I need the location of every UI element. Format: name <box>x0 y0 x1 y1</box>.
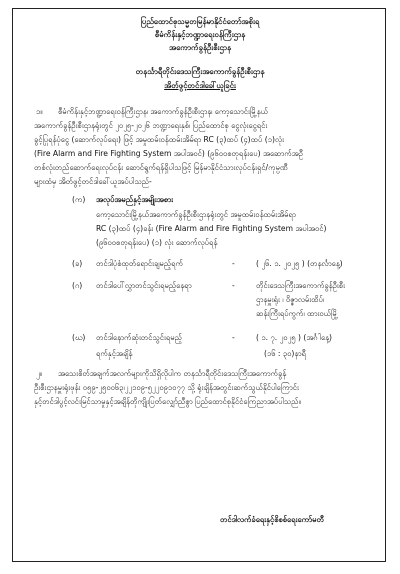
para1-line: (Fire Alarm and Fire Fighting System အပါအဝင်) (၉၆၀၀စတုရန်းပေ) အဆောက်အဦ <box>34 149 303 158</box>
item-ga-text: တင်ဒါပေါ်လွှာတင်သွင်းရမည့်နေရာ <box>96 281 192 290</box>
item-ga-dash: - <box>232 281 235 290</box>
para1-number: ၁။ <box>36 107 43 116</box>
para1-line: များထံမှ အိတ်ဖွင့်တင်ဒါခေါ်ယူအပ်ပါသည်- <box>34 177 152 186</box>
item-ka-line: (၉၆၀၀စတုရန်းပေ) (၁) လုံး ဆောက်လုပ်ရန် <box>96 238 218 247</box>
para2-number: ၂။ <box>36 369 43 378</box>
item-gha-value2: (၁၆ : ၃၀)နာရီ <box>264 349 306 358</box>
item-kha-dash: - <box>232 259 235 268</box>
signature-committee: တင်ဒါလက်ခံရေးနှင့်စိစစ်ရေးကော်မတီ <box>220 515 324 524</box>
para1-line: စီမံကိန်းနှင့်ဘဏ္ဍာရေးဝန်ကြီးဌာန၊ အကောက်ခွန်ဦးစီးဌာန၊ ကော့သောင်းမြို့နယ် <box>58 107 268 116</box>
item-gha-value: ( ၁. ၇. ၂၀၂၅ ) (အင်္ဂါနေ့) <box>256 333 332 342</box>
item-ka-title: အလုပ်အမည်နှင့်အမျိုးအစား <box>96 195 174 204</box>
item-ga-value-line: ဌာနမှူးရုံး ၊ ဝိဇ္ဇာလမ်းထိပ်၊ <box>256 295 325 304</box>
item-ga-label: (ဂ) <box>72 281 83 290</box>
para1-line: အကောက်ခွန်ဦးစီးဌာနရုံးတွင် ၂၀၂၅-၂၀၂၆ ဘဏ္ဍာရေးနှစ်၊ ပြည်ထောင်စု ငွေလုံးငွေရင်း <box>34 121 268 130</box>
header-ministry: စီမံကိန်းနှင့်ဘဏ္ဍာရေးဝန်ကြီးဌာန <box>154 30 246 39</box>
notice-title: အိတ်ဖွင့်တင်ဒါခေါ်ယူခြင်း <box>164 81 236 90</box>
item-ka-label: (က) <box>72 195 86 204</box>
item-ga-value-line: တိုင်းဒေသကြီးအကောက်ခွန်ဦးစီး <box>256 281 345 290</box>
header-government: ပြည်ထောင်စုသမ္မတမြန်မာနိုင်ငံတော်အစိုးရ <box>140 17 260 26</box>
para1-line: တစ်လုံးတည်ဆောက်ရေးလုပ်ငန်း ဆောင်ရွက်ရန်ရှိပါသဖြင့် မြန်မာနိုင်ငံသားလုပ်ငန်းရှင်/ကုမ္ပဏီ <box>34 163 288 172</box>
para2-line: နှင့်တင်ဒါပွင့်လင်းမြင်သာမှုနှင့်အချိန်တိုကျိုးပြတ်လျှော်ညီစွာ ပြည်ထောင်စုနိုင်ငံကြေညာအပ်ပါသည်။ <box>34 397 301 406</box>
item-gha-text2: ရက်နှင့်အချိန် <box>96 349 133 358</box>
para1-line: ခွင့်ပြုရန်ပုံငွေ (ဆောက်လုပ်ရေး) ဖြင့် အမှုထမ်းဝန်ထမ်းအိမ်ရာ RC (၃)ထပ် (၄)ထပ် (၁)လုံး <box>34 135 284 144</box>
para2-line: ဦးစီးဌာနမှူးရုံးဖုန်း ၀၅၉-၂၅၀၀၆၃၊၂၂၁၀၉-၅၂၂၀၉၁၀၇၇ သို့ ရုံးချိန်အတွင်းဆက်သွယ်နိုင်ပါကြောင်း <box>34 383 299 392</box>
item-ka-line: ကော့သောင်းမြို့နယ်အကောက်ခွန်ဦးစီးဌာနရုံးတွင် အမှုထမ်းဝန်ထမ်းအိမ်ရာ <box>96 210 296 219</box>
header-regional-department: တနင်္သာရီတိုင်းဒေသကြီးအကောက်ခွန်ဦးစီးဌာန <box>135 67 265 76</box>
item-kha-value: ( ၂၆. ၁. ၂၀၂၅ ) (တနင်္လာနေ့) <box>256 259 343 268</box>
header-department: အကောက်ခွန်ဦးစီးဌာန <box>168 43 231 52</box>
item-gha-label: (ဃ) <box>72 333 86 342</box>
item-ka-line: RC (၃)ထပ် (၄)ခန်း (Fire Alarm and Fire Fighting System အပါအဝင်) <box>96 224 327 233</box>
item-gha-dash: - <box>232 333 235 342</box>
item-kha-label: (ခ) <box>72 259 83 268</box>
item-ga-value-line: ဆန်းကြီးရပ်ကွက်၊ ထားဝယ်မြို့ <box>256 309 338 318</box>
para2-line: အသေးစိတ်အချက်အလက်များကိုသိရှိလိုပါက တနင်္သာရီတိုင်းဒေသကြီးအကောက်ခွန် <box>58 369 287 378</box>
item-kha-text: တင်ဒါပုံစံထုတ်ရောင်းချမည့်ရက် <box>96 259 183 268</box>
item-gha-text: တင်ဒါနောက်ဆုံးတင်သွင်းရမည့် <box>96 333 182 342</box>
